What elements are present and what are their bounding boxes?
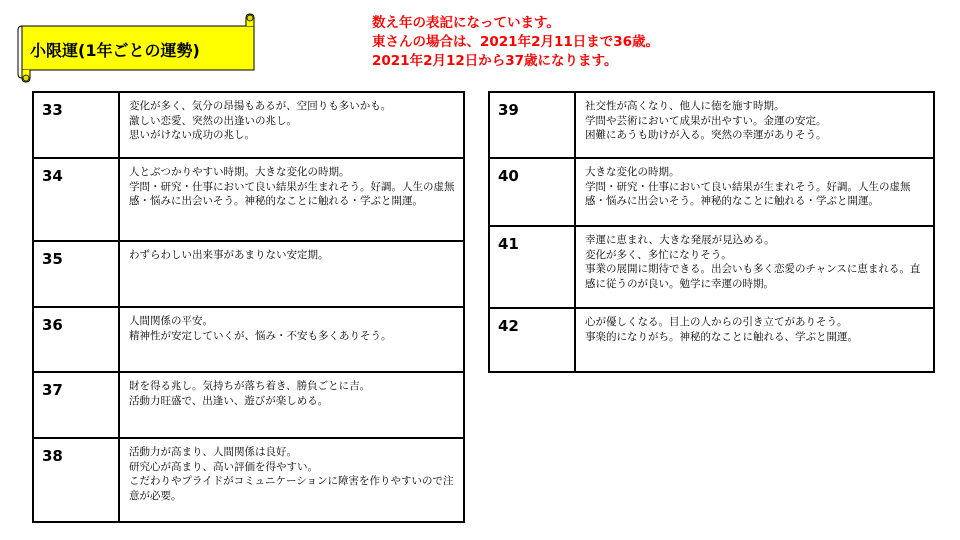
description-cell xyxy=(119,92,464,158)
page-title: 小限運(1年ごとの運勢) xyxy=(30,41,200,60)
age-cell: 40 xyxy=(489,158,575,226)
description-cell xyxy=(575,92,934,158)
note-line: 2021年2月12日から37歳になります。 xyxy=(372,53,618,69)
description-line: こだわりやプライドがコミュニケーションに障害を作りやすいので注意が必要。 xyxy=(129,475,454,502)
description-line: 精神性が安定していくが、悩み・不安も多くありそう。 xyxy=(129,329,392,342)
description-line: 人とぶつかりやすい時期。大きな変化の時期。 xyxy=(129,166,350,178)
table-row xyxy=(33,92,464,158)
age-cell: 39 xyxy=(489,92,575,158)
age-cell: 34 xyxy=(33,158,119,241)
description-line: 事業の展開に期待できる。出会いも多く恋愛のチャンスに恵まれる。直感に従うのが良い。勉学に幸運の時期。 xyxy=(585,263,921,290)
description-line: 困難にあうも助けが入る。突然の幸運がありそう。 xyxy=(585,129,827,141)
description-cell xyxy=(575,308,934,372)
description-cell xyxy=(119,438,464,522)
description-line: 思いがけない成功の兆し。 xyxy=(129,129,255,141)
table-row xyxy=(489,158,934,226)
description-cell xyxy=(119,241,464,307)
description-cell xyxy=(575,226,934,308)
table-row xyxy=(33,158,464,241)
age-cell: 36 xyxy=(33,307,119,372)
title-banner xyxy=(14,12,264,84)
fortune-table-left xyxy=(32,91,465,523)
table-row xyxy=(489,308,934,372)
description-cell xyxy=(575,158,934,226)
age-cell: 38 xyxy=(33,438,119,522)
fortune-table-right xyxy=(488,91,935,373)
description-line: 心が優しくなる。目上の人からの引き立てがありそう。 xyxy=(585,316,848,328)
table-row xyxy=(33,372,464,438)
age-cell: 33 xyxy=(33,92,119,158)
description-line: 変化が多く、多忙になりそう。 xyxy=(585,248,732,261)
description-line: 大きな変化の時期。 xyxy=(585,166,680,178)
description-line: わずらわしい出来事があまりない安定期。 xyxy=(129,249,329,261)
table-row xyxy=(489,92,934,158)
table-row xyxy=(33,307,464,372)
description-cell xyxy=(119,158,464,241)
table-row xyxy=(489,226,934,308)
description-line: 活動力が高まり、人間関係は良好。 xyxy=(129,446,297,458)
description-line: 学問や芸術において成果が出やすい。金運の安定。 xyxy=(585,114,827,127)
description-line: 人間関係の平安。 xyxy=(129,315,213,327)
age-cell: 41 xyxy=(489,226,575,308)
note-line: 東さんの場合は、2021年2月11日まで36歳。 xyxy=(372,34,660,50)
description-line: 財を得る兆し。気持ちが落ち着き、勝負ごとに吉。 xyxy=(129,380,371,392)
age-cell: 37 xyxy=(33,372,119,438)
description-line: 学問・研究・仕事において良い結果が生まれそう。好調。人生の虚無感・悩みに出会いそう。神秘的なことに触れる・学ぶと開運。 xyxy=(585,180,911,207)
description-line: 変化が多く、気分の昂揚もあるが、空回りも多いかも。 xyxy=(129,100,392,112)
description-line: 激しい恋愛、突然の出逢いの兆し。 xyxy=(129,114,297,127)
description-cell xyxy=(119,307,464,372)
age-cell: 35 xyxy=(33,241,119,307)
description-line: 活動力旺盛で、出逢い、遊びが楽しめる。 xyxy=(129,394,329,407)
description-cell xyxy=(119,372,464,438)
age-note xyxy=(372,14,792,71)
description-line: 学問・研究・仕事において良い結果が生まれそう。好調。人生の虚無感・悩みに出会いそう。神秘的なことに触れる・学ぶと開運。 xyxy=(129,180,455,207)
description-line: 事楽的になりがち。神秘的なことに触れる、学ぶと開運。 xyxy=(585,330,858,343)
description-line: 社交性が高くなり、他人に徳を施す時期。 xyxy=(585,100,785,112)
age-cell: 42 xyxy=(489,308,575,372)
note-line: 数え年の表記になっています。 xyxy=(372,15,560,31)
table-row xyxy=(33,438,464,522)
description-line: 幸運に恵まれ、大きな発展が見込める。 xyxy=(585,234,775,246)
description-line: 研究心が高まり、高い評価を得やすい。 xyxy=(129,460,318,473)
table-row xyxy=(33,241,464,307)
